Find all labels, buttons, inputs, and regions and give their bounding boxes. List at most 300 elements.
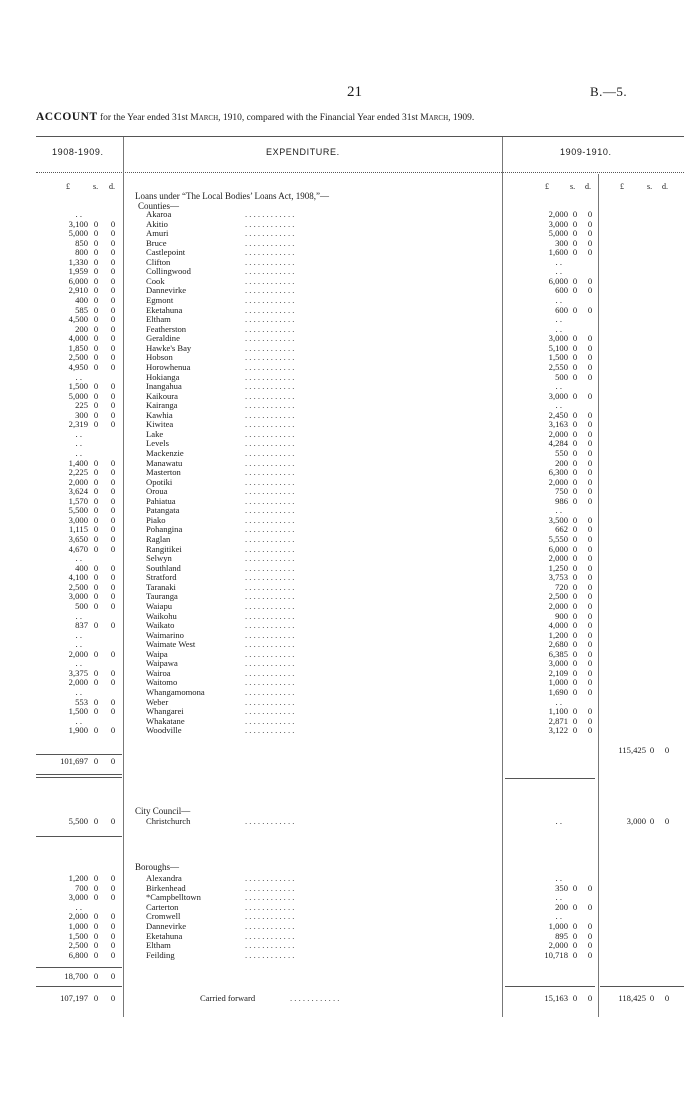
prev-pence: 0 — [110, 419, 116, 430]
local-body-name: Waipawa — [146, 658, 178, 669]
prev-blank: . . — [75, 428, 82, 439]
prev-blank: . . — [75, 901, 82, 912]
prev-blank: . . — [75, 209, 82, 219]
city-section-rule — [36, 777, 122, 778]
prev-shillings: 0 — [93, 677, 99, 688]
counties-heading: Counties— — [138, 201, 180, 211]
prev-pence: 0 — [110, 677, 116, 688]
cur-amount: 2,500 — [548, 591, 568, 602]
prev-amount: 3,650 — [68, 534, 88, 545]
local-body-name: Amuri — [146, 228, 169, 239]
leader-dots: . . . . . . . . . . . . — [245, 486, 295, 497]
cur-shillings: 0 — [572, 648, 578, 659]
prev-amount: 400 — [75, 295, 88, 306]
carried-rule-final — [600, 986, 684, 987]
prev-amount: 4,000 — [68, 333, 88, 344]
prev-amount: 3,000 — [68, 591, 88, 602]
prev-pence: 0 — [110, 930, 116, 941]
prev-shillings: 0 — [93, 882, 99, 893]
cur-shillings: 0 — [572, 209, 578, 219]
cur-amount: 2,680 — [548, 639, 568, 650]
leader-dots: . . . . . . . . . . . . — [245, 304, 295, 315]
carried-prev-d: 0 — [110, 993, 116, 1003]
leader-dots: . . . . . . . . . . . . — [245, 419, 295, 430]
cur-shillings: 0 — [572, 921, 578, 931]
prev-blank: . . — [75, 610, 82, 621]
prev-amount: 585 — [75, 304, 88, 315]
prev-shillings: 0 — [93, 400, 99, 411]
prev-amount: 2,319 — [68, 419, 88, 430]
cur-pence: 0 — [587, 467, 593, 478]
cur-shillings: 0 — [572, 562, 578, 573]
prev-amount: 553 — [75, 696, 88, 707]
prev-amount: 3,000 — [68, 514, 88, 525]
cur-pence: 0 — [587, 949, 593, 960]
prev-amount: 6,800 — [68, 949, 88, 960]
leader-dots: . . . . . . . . . . . . — [245, 725, 295, 736]
leader-dots: . . . . . . . . . . . . — [245, 247, 295, 258]
cur-shillings: 0 — [572, 629, 578, 640]
boroughs-heading: Boroughs— — [135, 862, 180, 872]
carried-cur: 15,163 — [544, 993, 568, 1003]
prev-pence: 0 — [110, 247, 116, 258]
prev-pence: 0 — [110, 304, 116, 315]
cur-pence: 0 — [587, 390, 593, 401]
local-body-name: Woodville — [146, 725, 182, 736]
prev-amount: 5,500 — [68, 505, 88, 516]
prev-blank: . . — [75, 639, 82, 650]
prev-pence: 0 — [110, 342, 116, 353]
leader-dots: . . . . . . . . . . . . — [245, 687, 295, 697]
leader-dots: . . . . . . . . . . . . — [245, 715, 295, 726]
leader-dots: . . . . . . . . . . . . — [245, 448, 295, 458]
prev-pence: 0 — [110, 940, 116, 951]
local-body-name: Waipa — [146, 648, 168, 659]
leader-dots: . . . . . . . . . . . . — [245, 275, 295, 286]
cur-shillings: 0 — [572, 285, 578, 296]
local-body-name: Opotiki — [146, 476, 173, 487]
local-body-name: Eketahuna — [146, 930, 183, 941]
local-body-name: Feilding — [146, 949, 175, 960]
carried-final-d: 0 — [664, 993, 670, 1003]
cur-blank: . . — [555, 266, 562, 277]
cur-pence: 0 — [587, 725, 593, 736]
cur-blank: . . — [555, 256, 562, 267]
leader-dots: . . . . . . . . . . . . — [245, 648, 295, 659]
leader-dots: . . . . . . . . . . . . — [245, 940, 295, 951]
prev-pence: 0 — [110, 495, 116, 506]
prev-pence: 0 — [110, 314, 116, 325]
prev-amount: 3,375 — [68, 667, 88, 678]
cur-pence: 0 — [587, 228, 593, 239]
local-body-name: Hawke's Bay — [146, 342, 192, 353]
prev-pence: 0 — [110, 333, 116, 344]
cur-amount: 2,871 — [548, 715, 568, 726]
cur-pence: 0 — [587, 648, 593, 659]
leader-dots: . . . . . . . . . . . . — [245, 323, 295, 334]
prev-amount: 400 — [75, 562, 88, 573]
cur-shillings: 0 — [572, 725, 578, 736]
prev-shillings: 0 — [93, 323, 99, 334]
cur-shillings: 0 — [572, 333, 578, 344]
prev-pence: 0 — [110, 228, 116, 239]
prev-pence: 0 — [110, 390, 116, 401]
carried-prev-s: 0 — [93, 993, 99, 1003]
local-body-name: Piako — [146, 514, 166, 525]
cur-pence: 0 — [587, 553, 593, 564]
carried-forward-label: Carried forward — [200, 993, 256, 1003]
prev-shillings: 0 — [93, 725, 99, 736]
header-top-rule — [36, 136, 684, 137]
cur-amount: 1,500 — [548, 352, 568, 363]
prev-shillings: 0 — [93, 591, 99, 602]
prev-pence: 0 — [110, 620, 116, 631]
cur-amount: 2,109 — [548, 667, 568, 678]
boroughs-total-prev-d: 0 — [110, 971, 116, 981]
cur-amount: 3,000 — [548, 333, 568, 344]
cur-amount: 200 — [555, 901, 568, 912]
local-body-name: Clifton — [146, 256, 171, 267]
cur-shillings: 0 — [572, 428, 578, 439]
cur-amount: 5,100 — [548, 342, 568, 353]
cur-shillings: 0 — [572, 275, 578, 286]
prev-pence: 0 — [110, 949, 116, 960]
prev-amount: 200 — [75, 323, 88, 334]
prev-shillings: 0 — [93, 304, 99, 315]
prev-pence: 0 — [110, 275, 116, 286]
leader-dots: . . . . . . . . . . . . — [245, 390, 295, 401]
prev-shillings: 0 — [93, 514, 99, 525]
cur-amount: 2,000 — [548, 940, 568, 951]
cur-amount: 2,000 — [548, 600, 568, 611]
prev-pence: 0 — [110, 882, 116, 893]
boroughs-total-rule-bottom — [36, 986, 122, 987]
prev-shillings: 0 — [93, 352, 99, 363]
leader-dots: . . . . . . . . . . . . — [245, 381, 295, 392]
prev-amount: 1,900 — [68, 725, 88, 736]
prev-amount: 4,500 — [68, 314, 88, 325]
cur-pence: 0 — [587, 457, 593, 468]
prev-amount: 1,500 — [68, 930, 88, 941]
prev-shillings: 0 — [93, 930, 99, 941]
cur-amount: 2,550 — [548, 361, 568, 372]
cur-shillings: 0 — [572, 667, 578, 678]
prev-shillings: 0 — [93, 247, 99, 258]
local-body-name: Southland — [146, 562, 181, 573]
cur-shillings: 0 — [572, 600, 578, 611]
carried-final: 118,425 — [618, 993, 646, 1003]
leader-dots: . . . . . . . . . . . . — [245, 495, 295, 506]
counties-total-prev-s: 0 — [93, 756, 99, 766]
cur-shillings: 0 — [572, 361, 578, 372]
leader-dots: . . . . . . . . . . . . — [245, 352, 295, 363]
prev-amount: 2,910 — [68, 285, 88, 296]
local-body-name: *Campbelltown — [146, 892, 201, 903]
prev-amount: 800 — [75, 247, 88, 258]
leader-dots: . . . . . . . . . . . . — [245, 921, 295, 931]
cur-amount: 4,284 — [548, 438, 568, 449]
cur-shillings: 0 — [572, 390, 578, 401]
cur-shillings: 0 — [572, 237, 578, 248]
prev-shillings: 0 — [93, 228, 99, 239]
prev-blank: . . — [75, 438, 82, 449]
prev-pence: 0 — [110, 667, 116, 678]
leader-dots: . . . . . . . . . . . . — [245, 658, 295, 669]
prev-blank: . . — [75, 687, 82, 697]
cur-blank: . . — [555, 873, 562, 883]
cur-shillings: 0 — [572, 706, 578, 717]
cur-shillings: 0 — [572, 448, 578, 458]
leader-dots: . . . . . . . . . . . . — [245, 892, 295, 903]
cur-blank: . . — [555, 892, 562, 903]
leader-dots: . . . . . . . . . . . . — [245, 911, 295, 922]
cur-amount: 1,200 — [548, 629, 568, 640]
cur-blank: . . — [555, 911, 562, 922]
leader-dots: . . . . . . . . . . . . — [245, 409, 295, 420]
leader-dots: . . . . . . . . . . . . — [245, 237, 295, 248]
prev-pence: 0 — [110, 486, 116, 497]
leader-dots: . . . . . . . . . . . . — [245, 610, 295, 621]
cur-amount: 200 — [555, 457, 568, 468]
prev-shillings: 0 — [93, 237, 99, 248]
cur-blank: . . — [555, 314, 562, 325]
cur-amount: 3,000 — [548, 658, 568, 669]
prev-amount: 2,500 — [68, 352, 88, 363]
city-bottom-rule — [36, 836, 122, 837]
cur-amount: 6,000 — [548, 275, 568, 286]
cur-amount: 3,500 — [548, 514, 568, 525]
cur-shillings: 0 — [572, 524, 578, 535]
prev-pence: 0 — [110, 361, 116, 372]
prev-amount: 2,000 — [68, 911, 88, 922]
cur-pence: 0 — [587, 371, 593, 382]
cur-blank: . . — [555, 295, 562, 306]
cur-pence: 0 — [587, 409, 593, 420]
cur-amount: 5,000 — [548, 228, 568, 239]
local-body-name: Kawhia — [146, 409, 173, 420]
prev-shillings: 0 — [93, 275, 99, 286]
page-number: 21 — [347, 84, 362, 100]
cur-shillings: 0 — [572, 572, 578, 583]
local-body-name: Waikohu — [146, 610, 177, 621]
carried-rule-cur — [505, 986, 595, 987]
local-body-name: Rangitikei — [146, 543, 182, 554]
cur-shillings: 0 — [572, 949, 578, 960]
local-body-name: Eltham — [146, 314, 171, 325]
prev-amount: 1,400 — [68, 457, 88, 468]
local-body-name: Whangamomona — [146, 687, 205, 697]
cur-amount: 6,385 — [548, 648, 568, 659]
local-body-name: Pahiatua — [146, 495, 176, 506]
cur-pence: 0 — [587, 882, 593, 893]
cur-amount: 2,000 — [548, 209, 568, 219]
cur-amount: 3,000 — [548, 390, 568, 401]
loans-heading: Loans under “The Local Bodies’ Loans Act, 1908,”— — [135, 191, 330, 201]
cur-amount: 1,100 — [548, 706, 568, 717]
prev-amount: 5,000 — [68, 390, 88, 401]
local-body-name: Egmont — [146, 295, 174, 306]
cur-shillings: 0 — [572, 409, 578, 420]
cur-pence: 0 — [587, 448, 593, 458]
cur-pence: 0 — [587, 610, 593, 621]
local-body-name: Cook — [146, 275, 165, 286]
cur-amount: 720 — [555, 581, 568, 592]
prev-amount: 4,100 — [68, 572, 88, 583]
cur-shillings: 0 — [572, 610, 578, 621]
leader-dots: . . . . . . . . . . . . — [245, 591, 295, 602]
prev-pence: 0 — [110, 514, 116, 525]
cur-pence: 0 — [587, 715, 593, 726]
cur-pence: 0 — [587, 285, 593, 296]
cur-pence: 0 — [587, 930, 593, 941]
local-body-name: Waimarino — [146, 629, 184, 640]
prev-blank: . . — [75, 629, 82, 640]
leader-dots: . . . . . . . . . . . . — [245, 930, 295, 941]
cur-pence: 0 — [587, 237, 593, 248]
carried-cur-s: 0 — [572, 993, 578, 1003]
cur-amount: 6,000 — [548, 543, 568, 554]
cur-pence: 0 — [587, 620, 593, 631]
cur-amount: 1,690 — [548, 687, 568, 697]
prev-pence: 0 — [110, 505, 116, 516]
cur-pence: 0 — [587, 562, 593, 573]
city-row — [0, 816, 700, 826]
prev-shillings: 0 — [93, 572, 99, 583]
cur-pence: 0 — [587, 247, 593, 258]
prev-amount: 300 — [75, 409, 88, 420]
city-prev-s: 0 — [93, 816, 99, 826]
cur-shillings: 0 — [572, 553, 578, 564]
cur-shillings: 0 — [572, 352, 578, 363]
prev-pence: 0 — [110, 476, 116, 487]
cur-amount: 900 — [555, 610, 568, 621]
cur-pence: 0 — [587, 706, 593, 717]
cur-pence: 0 — [587, 534, 593, 545]
leader-dots: . . . . . . . . . . . . — [245, 295, 295, 306]
local-body-name: Wairoa — [146, 667, 171, 678]
prev-shillings: 0 — [93, 600, 99, 611]
prev-amount: 700 — [75, 882, 88, 893]
cur-amount: 350 — [555, 882, 568, 893]
leader-dots: . . . . . . . . . . . . — [245, 534, 295, 545]
cur-shillings: 0 — [572, 218, 578, 229]
local-body-name: Whakatane — [146, 715, 185, 726]
prev-amount: 500 — [75, 600, 88, 611]
cur-pence: 0 — [587, 639, 593, 650]
cur-shillings: 0 — [572, 940, 578, 951]
cur-shillings: 0 — [572, 581, 578, 592]
prev-pence: 0 — [110, 572, 116, 583]
prev-shillings: 0 — [93, 361, 99, 372]
cur-pence: 0 — [587, 572, 593, 583]
prev-amount: 837 — [75, 620, 88, 631]
cur-pence: 0 — [587, 667, 593, 678]
cur-amount: 5,550 — [548, 534, 568, 545]
local-body-name: Birkenhead — [146, 882, 186, 893]
local-body-name: Dannevirke — [146, 285, 187, 296]
leader-dots: . . . . . . . . . . . . — [245, 457, 295, 468]
leader-dots: . . . . . . . . . . . . — [245, 600, 295, 611]
prev-shillings: 0 — [93, 295, 99, 306]
prev-amount: 5,000 — [68, 228, 88, 239]
prev-amount: 225 — [75, 400, 88, 411]
city-leader-dots: . . . . . . . . . . . . — [245, 816, 295, 826]
cur-pence: 0 — [587, 218, 593, 229]
local-body-name: Whangarei — [146, 706, 184, 717]
cur-pence: 0 — [587, 687, 593, 697]
local-body-name: Manawatu — [146, 457, 183, 468]
prev-shillings: 0 — [93, 620, 99, 631]
cur-pence: 0 — [587, 658, 593, 669]
cur-amount: 2,000 — [548, 428, 568, 439]
cur-amount: 300 — [555, 237, 568, 248]
leader-dots: . . . . . . . . . . . . — [245, 438, 295, 449]
prev-amount: 2,000 — [68, 648, 88, 659]
carried-final-s: 0 — [649, 993, 655, 1003]
prev-amount: 3,000 — [68, 892, 88, 903]
prev-pence: 0 — [110, 581, 116, 592]
prev-shillings: 0 — [93, 873, 99, 883]
cur-pence: 0 — [587, 486, 593, 497]
cur-amount: 6,300 — [548, 467, 568, 478]
prev-pence: 0 — [110, 237, 116, 248]
local-body-name: Cromwell — [146, 911, 181, 922]
header-bottom-rule — [36, 172, 684, 173]
leader-dots: . . . . . . . . . . . . — [245, 667, 295, 678]
table-row — [0, 725, 700, 735]
leader-dots: . . . . . . . . . . . . — [245, 228, 295, 239]
leader-dots: . . . . . . . . . . . . — [245, 873, 295, 883]
prev-amount: 4,950 — [68, 361, 88, 372]
local-body-name: Lake — [146, 428, 164, 439]
prev-amount: 1,000 — [68, 921, 88, 931]
city-heading: City Council— — [135, 806, 191, 816]
prev-pence: 0 — [110, 467, 116, 478]
prev-shillings: 0 — [93, 940, 99, 951]
prev-pence: 0 — [110, 256, 116, 267]
counties-total-prev: 101,697 — [60, 756, 88, 766]
cur-amount: 1,250 — [548, 562, 568, 573]
title-account-word: ACCOUNT — [36, 111, 98, 123]
cur-amount: 3,000 — [548, 218, 568, 229]
local-body-name: Bruce — [146, 237, 167, 248]
local-body-name: Taranaki — [146, 581, 176, 592]
prev-pence: 0 — [110, 706, 116, 717]
prev-pence: 0 — [110, 295, 116, 306]
prev-shillings: 0 — [93, 921, 99, 931]
prev-shillings: 0 — [93, 409, 99, 420]
cur-pence: 0 — [587, 543, 593, 554]
cur-amount: 2,450 — [548, 409, 568, 420]
cur-pence: 0 — [587, 901, 593, 912]
cur-pence: 0 — [587, 495, 593, 506]
leader-dots: . . . . . . . . . . . . — [245, 361, 295, 372]
cur-amount: 4,000 — [548, 620, 568, 631]
prev-shillings: 0 — [93, 467, 99, 478]
cur-shillings: 0 — [572, 639, 578, 650]
prev-pence: 0 — [110, 457, 116, 468]
city-prev-d: 0 — [110, 816, 116, 826]
local-body-name: Alexandra — [146, 873, 182, 883]
cur-amount: 1,600 — [548, 247, 568, 258]
prev-pence: 0 — [110, 400, 116, 411]
cur-amount: 986 — [555, 495, 568, 506]
prev-blank: . . — [75, 658, 82, 669]
local-body-name: Pohangina — [146, 524, 183, 535]
local-body-name: Akaroa — [146, 209, 172, 219]
leader-dots: . . . . . . . . . . . . — [245, 629, 295, 640]
prev-amount: 2,000 — [68, 476, 88, 487]
